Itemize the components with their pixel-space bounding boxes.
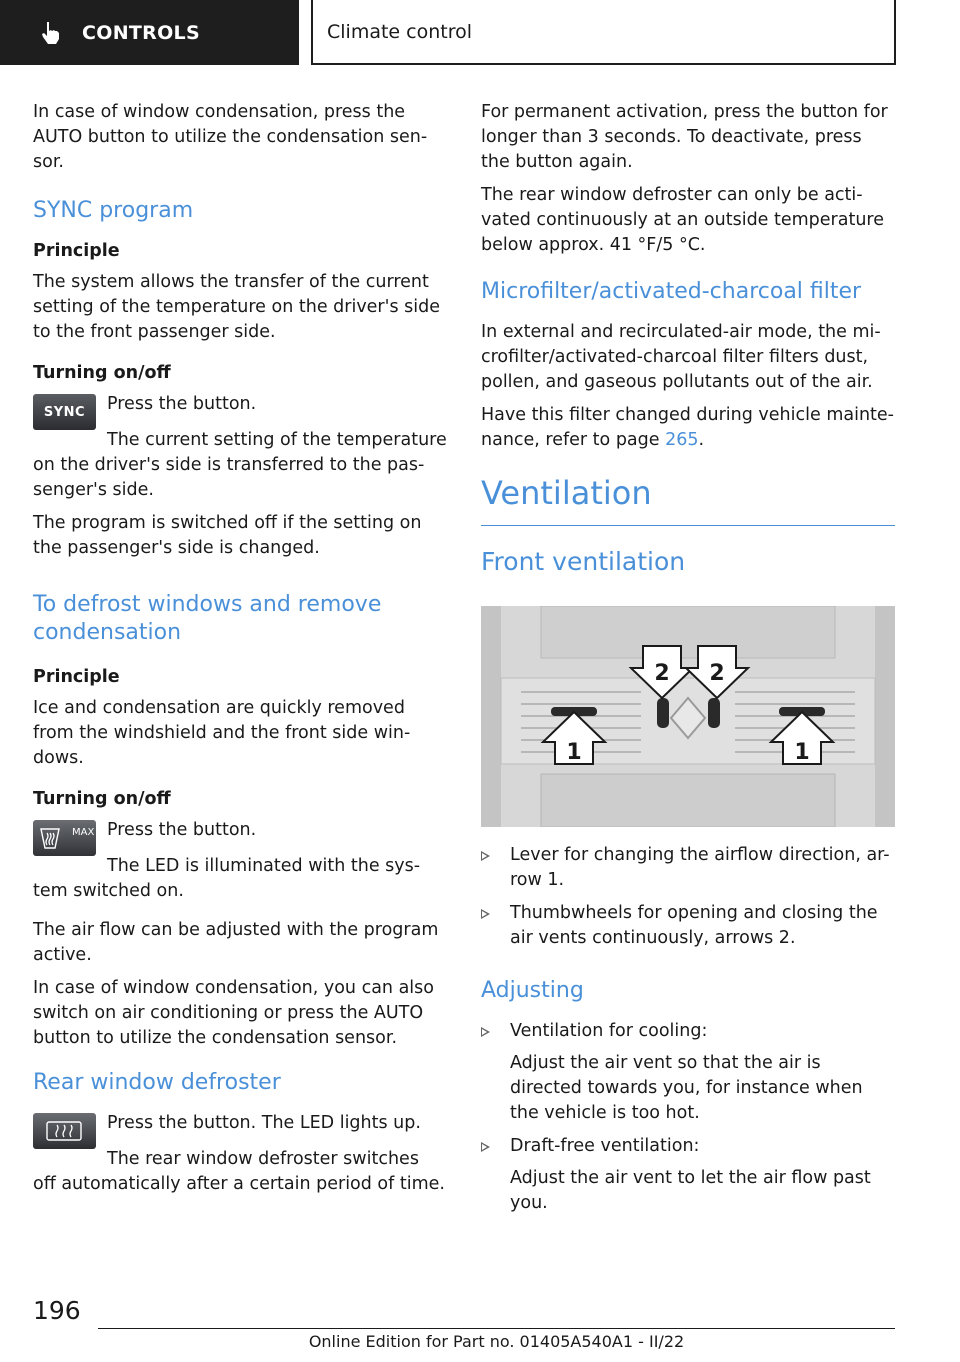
list-item: Thumbwheels for opening and closing the air vents continuously, arrows 2. [481, 901, 895, 951]
left-column [33, 100, 447, 1205]
ventilation-heading: Ventilation [481, 473, 895, 526]
rear-temperature-text: The rear window defroster can only be acti-vated continuously at an outside temperature below approx. 41 °F/5 °C. [481, 185, 885, 255]
page-link[interactable]: 265 [665, 430, 699, 450]
defrost-principle-heading: Principle [33, 667, 120, 687]
header-chapter-box [311, 0, 896, 65]
sync-off-text: The program is switched off if the setting on the passenger's side is changed. [33, 513, 422, 558]
triangle-bullet-icon [481, 1027, 490, 1037]
figure-label-2b: 2 [709, 661, 725, 686]
filter-p2: Have this filter changed during vehicle mainte-nance, refer to page 265. [481, 405, 894, 450]
header-section-tab [0, 0, 299, 65]
rear-press-text: Press the button. The LED lights up. [107, 1113, 421, 1133]
defrost-heading: To defrost windows and remove condensation [33, 592, 382, 645]
footer-edition: Online Edition for Part no. 01405A540A1 - II/22 [308, 1332, 685, 1351]
rear-button-row [33, 1111, 447, 1149]
triangle-bullet-icon [481, 1142, 490, 1152]
front-ventilation-heading: Front ventilation [481, 547, 686, 576]
section-title: CONTROLS [82, 21, 200, 44]
defrost-button-row [33, 818, 447, 856]
sync-button-icon: SYNC [33, 394, 96, 430]
defrost-desc: The LED is illuminated with the sys-tem switched on. [33, 856, 421, 901]
sync-press-text: Press the button. [107, 394, 257, 414]
hand-pointer-icon [38, 20, 64, 46]
max-defrost-button-icon [33, 820, 96, 856]
filter-p1: In external and recirculated-air mode, the mi-crofilter/activated-charcoal filter filters dust, pollen, and gaseous pollutants out of the air. [481, 322, 881, 392]
triangle-bullet-icon [481, 851, 490, 861]
sync-principle-text: The system allows the transfer of the current setting of the temperature on the driver's side to the front passenger side. [33, 272, 440, 342]
ventilation-list [481, 843, 895, 951]
sync-principle-heading: Principle [33, 241, 120, 261]
figure-label-2a: 2 [654, 661, 670, 686]
list-item: Lever for changing the airflow direction, ar-row 1. [481, 843, 895, 893]
defrost-p1: The air flow can be adjusted with the program active. [33, 920, 439, 965]
adjusting-heading: Adjusting [481, 978, 584, 1003]
rear-desc: The rear window defroster switches off automatically after a certain period of time. [33, 1149, 445, 1194]
page-number: 196 [33, 1296, 81, 1325]
list-item: Draft-free ventilation: Adjust the air vent to let the air flow past you. [481, 1134, 895, 1216]
defrost-onoff-heading: Turning on/off [33, 789, 171, 809]
defrost-p2: In case of window condensation, you can also switch on air conditioning or press the AUTO button to utilize the condensation sensor. [33, 978, 434, 1048]
footer-rule [98, 1328, 895, 1329]
sync-desc: The current setting of the temperature on the driver's side is transferred to the pas-senger's side. [33, 430, 447, 500]
chapter-title: Climate control [327, 20, 473, 43]
sync-button-row [33, 392, 447, 430]
rear-defroster-button-icon [33, 1113, 96, 1149]
sync-heading: SYNC program [33, 198, 194, 223]
filter-heading: Microfilter/activated-charcoal filter [481, 279, 862, 304]
list-item: Ventilation for cooling: Adjust the air vent so that the air is directed towards you, for instance when the vehicle is too hot. [481, 1019, 895, 1126]
triangle-bullet-icon [481, 909, 490, 919]
max-label: MAX [72, 827, 95, 838]
figure-label-1a: 1 [566, 740, 582, 765]
sync-onoff-heading: Turning on/off [33, 363, 171, 383]
right-column [481, 100, 895, 1224]
figure-label-1b: 1 [794, 740, 810, 765]
adjusting-list [481, 1019, 895, 1216]
rear-permanent-text: For permanent activation, press the button for longer than 3 seconds. To deactivate, press the button again. [481, 102, 888, 172]
defrost-press-text: Press the button. [107, 820, 257, 840]
rear-defroster-heading: Rear window defroster [33, 1070, 281, 1095]
defrost-principle-text: Ice and condensation are quickly removed from the windshield and the front side win-dows. [33, 698, 411, 768]
intro-paragraph: In case of window condensation, press the AUTO button to utilize the condensation sen-sor. [33, 102, 428, 172]
front-ventilation-figure [481, 606, 895, 827]
